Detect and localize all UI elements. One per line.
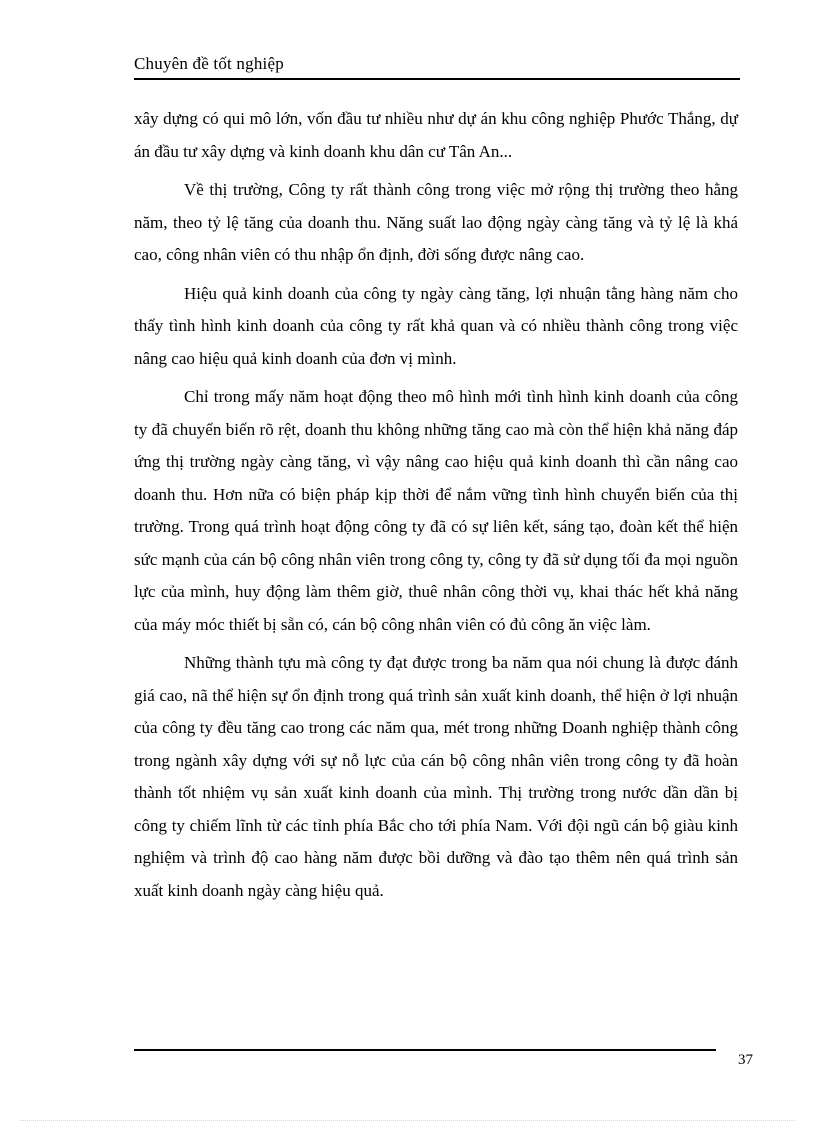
page-bottom-border: [20, 1120, 796, 1121]
paragraph-achievements: Những thành tựu mà công ty đạt được trong ba năm qua nói chung là được đánh giá cao, nã thể hiện sự ổn định trong quá trình sản xuất kinh doanh, thể hiện ở lợi nhuận của công ty đều tăng cao trong các năm qua, mét trong những Doanh nghiệp thành công trong ngành xây dựng với sự nỗ lực của cán bộ công nhân viên trong công ty đã hoàn thành tốt nhiệm vụ sản xuất kinh doanh của mình. Thị trường trong nước dần dần bị công ty chiếm lĩnh từ các tỉnh phía Bắc cho tới phía Nam. Với đội ngũ cán bộ giàu kinh nghiệm và trình độ cao hàng năm được bồi dưỡng và đào tạo thêm nên quá trình sản xuất kinh doanh ngày càng hiệu quả.: [134, 653, 738, 900]
paragraph-new-model: Chỉ trong mấy năm hoạt động theo mô hình mới tình hình kinh doanh của công ty đã chuyển biến rõ rệt, doanh thu không những tăng cao mà còn thể hiện khả năng đáp ứng thị trường ngày càng tăng, vì vậy nâng cao hiệu quả kinh doanh thì cần nâng cao doanh thu. Hơn nữa có biện pháp kịp thời để nắm vững tình hình chuyển biến của thị trường. Trong quá trình hoạt động công ty đã có sự liên kết, sáng tạo, đoàn kết thể hiện sức mạnh của cán bộ công nhân viên trong công ty, công ty đã sử dụng tối đa mọi nguồn lực của mình, huy động làm thêm giờ, thuê nhân công thời vụ, khai thác hết khả năng của máy móc thiết bị sẵn có, cán bộ công nhân viên có đủ công ăn việc làm.: [134, 387, 738, 634]
paragraph-efficiency: Hiệu quả kinh doanh của công ty ngày càng tăng, lợi nhuận tằng hàng năm cho thấy tình hình kinh doanh của công ty rất khả quan và có nhiều thành công trong việc nâng cao hiệu quả kinh doanh của đơn vị mình.: [134, 283, 738, 368]
footer-rule: [134, 1049, 716, 1051]
paragraph-continuation: xây dựng có qui mô lớn, vốn đầu tư nhiều như dự án khu công nghiệp Phước Thắng, dự án đầu tư xây dựng và kinh doanh khu dân cư Tân An...: [134, 109, 738, 161]
paragraph-market: Về thị trường, Công ty rất thành công trong việc mở rộng thị trường theo hằng năm, theo tỷ lệ tăng của doanh thu. Năng suất lao động ngày càng tăng và tỷ lệ là khá cao, công nhân viên có thu nhập ổn định, đời sống được nâng cao.: [134, 180, 738, 264]
document-body: [134, 103, 738, 907]
header-title: Chuyên đề tốt nghiệp: [134, 54, 284, 73]
page-number: 37: [738, 1052, 753, 1068]
page-header: [134, 50, 740, 80]
